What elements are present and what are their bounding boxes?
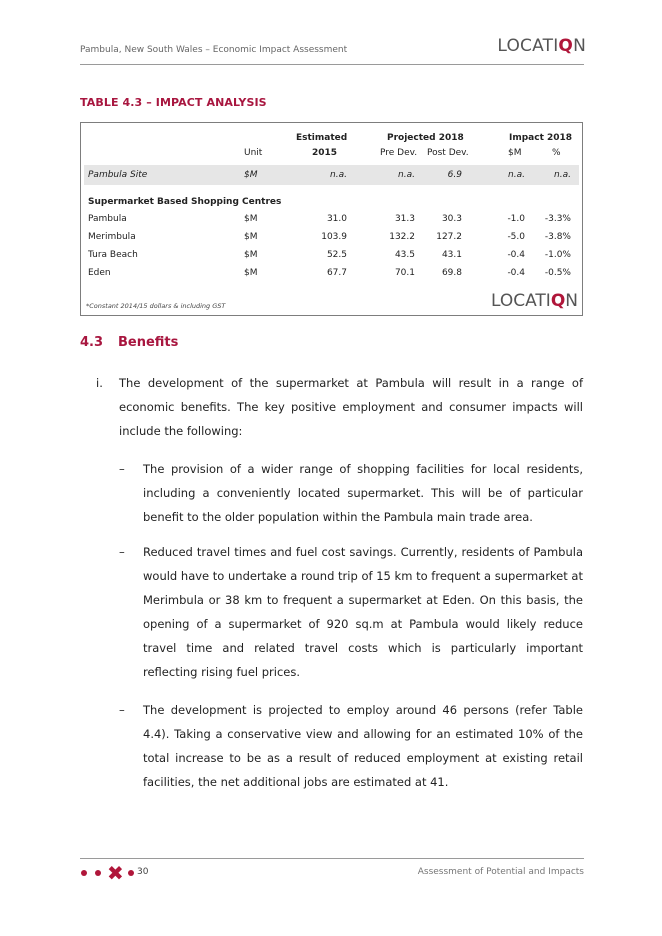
table-row-pre: 70.1 [394,268,415,278]
table-row-estimated: 31.0 [326,214,347,224]
col-estimated-year: 2015 [312,148,338,158]
table-row-estimated: 67.7 [326,268,347,278]
col-impact-pct-header: % [552,148,561,158]
table-row-impact-pct: -3.8% [544,232,571,242]
site-row-label: Pambula Site [88,170,148,180]
table-row-pre: 132.2 [389,232,415,242]
table-row-post: 127.2 [436,232,462,242]
bullet-paragraph: The development is projected to employ around 46 persons (refer Table 4.4). Taking a conservative view and allowing for an estimated 10% of the total increase to be as a result of reduced employment at existing retail facilities, the net additional jobs are estimated at 41. [143,703,583,789]
bullet-paragraph: Reduced travel times and fuel cost savings. Currently, residents of Pambula would have to undertake a round trip of 15 km to frequent a supermarket at Merimbula or 38 km to frequent a supermarket at Eden. On this basis, the opening of a supermarket of 920 sq.m at Pambula would likely reduce travel time and related travel costs which is particularly important reflecting rising fuel prices. [143,545,583,679]
bullet-marker: – [119,462,125,476]
table-row-post: 30.3 [441,214,462,224]
table-footnote: *Constant 2014/15 dollars & including GST [86,302,226,310]
running-header: Pambula, New South Wales – Economic Impact Assessment [80,45,348,55]
site-row-unit: $M [244,170,258,180]
location-iq-logo: LOCATIQN [497,36,586,56]
table-row-label: Tura Beach [88,250,138,260]
table-location-iq-logo: LOCATIQN [491,291,578,311]
table-row-impact-sm: -0.4 [507,268,525,278]
table-row-unit: $M [244,214,258,224]
table-row-pre: 43.5 [394,250,415,260]
col-projected-header: Projected 2018 [387,133,464,143]
table-row-impact-pct: -3.3% [544,214,571,224]
site-row-estimated: n.a. [330,170,347,180]
site-row-impact-pct: n.a. [554,170,571,180]
col-unit-header: Unit [244,148,263,158]
section-title: Benefits [118,335,179,350]
site-row-post: 6.9 [447,170,462,180]
table-row-impact-sm: -5.0 [507,232,525,242]
col-pre-dev-header: Pre Dev. [380,148,418,158]
header-divider [80,64,584,65]
table-row-unit: $M [244,268,258,278]
table-row-impact-pct: -1.0% [544,250,571,260]
table-row-impact-pct: -0.5% [544,268,571,278]
footer-dot [128,870,134,876]
table-row-post: 69.8 [441,268,462,278]
table-row-label: Eden [88,268,111,278]
table-row-post: 43.1 [441,250,462,260]
table-row-unit: $M [244,250,258,260]
bullet-marker: – [119,545,125,559]
col-impact-sm-header: $M [508,148,522,158]
col-impact-header: Impact 2018 [509,133,573,143]
footer-divider [80,858,584,859]
bullet-marker: – [119,703,125,717]
intro-paragraph: The development of the supermarket at Pambula will result in a range of economic benefits. The key positive employment and consumer impacts will include the following: [119,376,583,438]
group-label: Supermarket Based Shopping Centres [88,197,282,207]
site-row-pre: n.a. [398,170,415,180]
table-row-pre: 31.3 [394,214,415,224]
footer-x-icon: ✖ [107,861,124,885]
footer-section-name: Assessment of Potential and Impacts [417,867,584,877]
table-heading: TABLE 4.3 – IMPACT ANALYSIS [80,96,267,109]
table-row-impact-sm: -0.4 [507,250,525,260]
site-row-impact-sm: n.a. [508,170,525,180]
table-row-estimated: 103.9 [321,232,347,242]
footer-dot [81,870,87,876]
item-marker: i. [96,376,103,390]
table-row-label: Merimbula [88,232,136,242]
col-estimated-header: Estimated [296,133,348,143]
footer-dot [95,870,101,876]
table-row-impact-sm: -1.0 [507,214,525,224]
bullet-paragraph: The provision of a wider range of shopping facilities for local residents, including a conveniently located supermarket. This will be of particular benefit to the older population within the Pambula main trade area. [143,462,583,524]
table-row-estimated: 52.5 [326,250,347,260]
section-number: 4.3 [80,335,104,350]
table-row-label: Pambula [88,214,127,224]
col-post-dev-header: Post Dev. [427,148,469,158]
table-row-unit: $M [244,232,258,242]
page-number: 30 [137,867,149,877]
